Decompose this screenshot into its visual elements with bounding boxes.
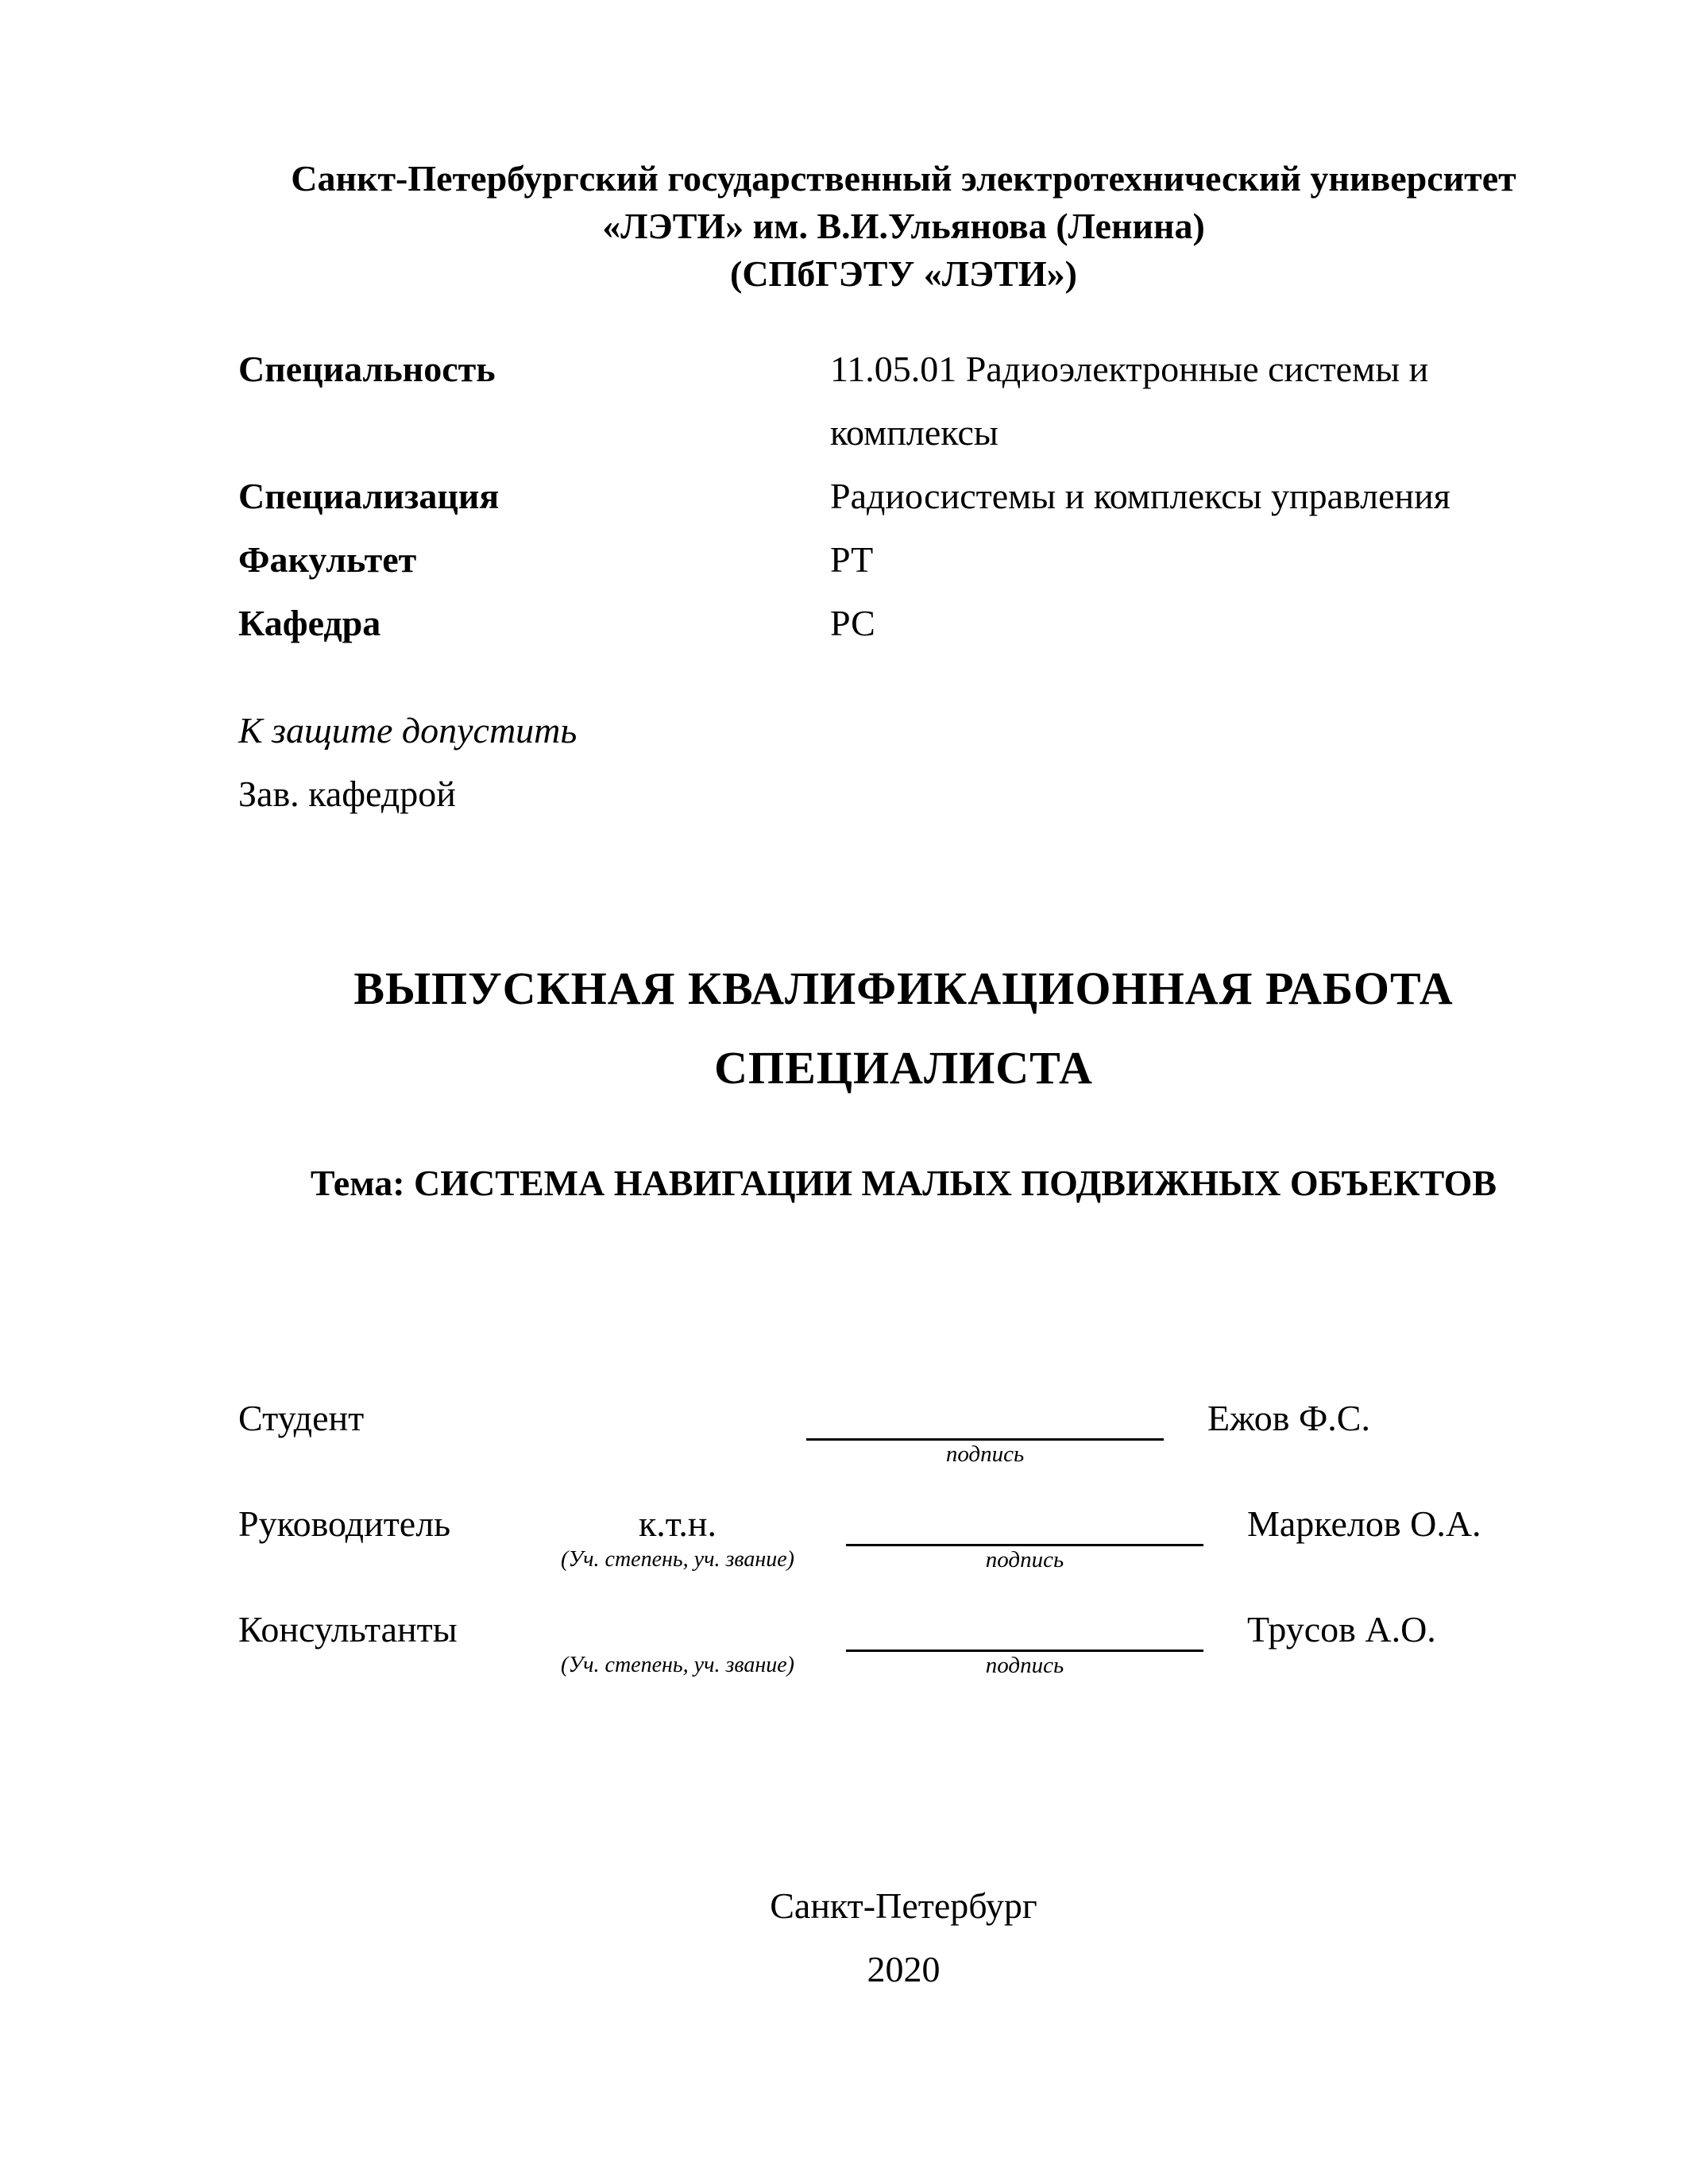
consultants-role-label: Консультанты (238, 1609, 458, 1650)
detail-row-department (238, 592, 1569, 655)
student-signature-block (806, 1395, 1164, 1468)
student-degree-caption (561, 1441, 755, 1468)
student-signature-caption: подпись (945, 1441, 1025, 1467)
signature-row-consultants (238, 1607, 1569, 1679)
supervisor-signature-block (846, 1501, 1203, 1573)
university-name-leti: «ЛЭТИ» им. В.И.Ульянова (Ленина) (602, 206, 1205, 246)
signature-row-student (238, 1395, 1569, 1468)
detail-row-faculty (238, 528, 1569, 592)
university-header (238, 155, 1569, 298)
department-head-line: Зав. кафедрой (238, 774, 456, 814)
student-degree-block (561, 1395, 755, 1468)
footer-section (238, 1874, 1569, 2001)
detail-row-specialization (238, 465, 1569, 528)
student-signature-line (806, 1395, 1164, 1441)
supervisor-name: Маркелов О.А. (1246, 1503, 1481, 1544)
admission-permit-line: К защите допустить (238, 710, 577, 751)
footer-city: Санкт-Петербург (770, 1885, 1037, 1926)
consultants-degree-caption: (Уч. степень, уч. звание) (561, 1653, 794, 1677)
work-title (238, 949, 1569, 1108)
supervisor-degree: к.т.н. (638, 1503, 717, 1544)
supervisor-signature-caption: подпись (985, 1547, 1064, 1572)
specialization-value: Радиосистемы и комплексы управления (830, 476, 1450, 516)
detail-row-speciality (238, 338, 1569, 465)
university-abbreviation: (СПбГЭТУ «ЛЭТИ») (730, 253, 1077, 294)
signature-row-supervisor (238, 1501, 1569, 1573)
department-value: РС (830, 603, 875, 643)
theme-line: Тема: СИСТЕМА НАВИГАЦИИ МАЛЫХ ПОДВИЖНЫХ ОБЪЕКТОВ (310, 1163, 1497, 1203)
work-title-line1: ВЫПУСКНАЯ КВАЛИФИКАЦИОННАЯ РАБОТА (353, 963, 1454, 1014)
work-title-line2: СПЕЦИАЛИСТА (714, 1042, 1093, 1094)
department-label: Кафедра (238, 603, 381, 643)
admission-section (238, 699, 1569, 826)
supervisor-degree-block (561, 1501, 794, 1573)
consultants-degree-block (561, 1607, 794, 1679)
specialization-label: Специализация (238, 476, 500, 516)
student-name: Ежов Ф.С. (1207, 1398, 1370, 1438)
faculty-label: Факультет (238, 539, 417, 580)
signatures-section (238, 1395, 1569, 1679)
supervisor-role-label: Руководитель (238, 1503, 451, 1544)
faculty-value: РТ (830, 539, 874, 580)
supervisor-degree-caption: (Уч. степень, уч. звание) (561, 1547, 794, 1572)
consultants-name: Трусов А.О. (1246, 1609, 1436, 1650)
speciality-value: 11.05.01 Радиоэлектронные системы и комплексы (830, 349, 1429, 453)
supervisor-signature-line (846, 1501, 1203, 1546)
consultants-signature-block (846, 1607, 1203, 1679)
student-degree (561, 1395, 755, 1441)
details-section (238, 338, 1569, 655)
consultants-degree (561, 1607, 794, 1652)
consultants-signature-line (846, 1607, 1203, 1652)
footer-year: 2020 (867, 1949, 941, 1989)
consultants-signature-caption: подпись (985, 1653, 1064, 1678)
speciality-label: Специальность (238, 349, 496, 389)
student-role-label: Студент (238, 1398, 365, 1438)
university-name: Санкт-Петербургский государственный электротехнический университет (291, 158, 1516, 199)
